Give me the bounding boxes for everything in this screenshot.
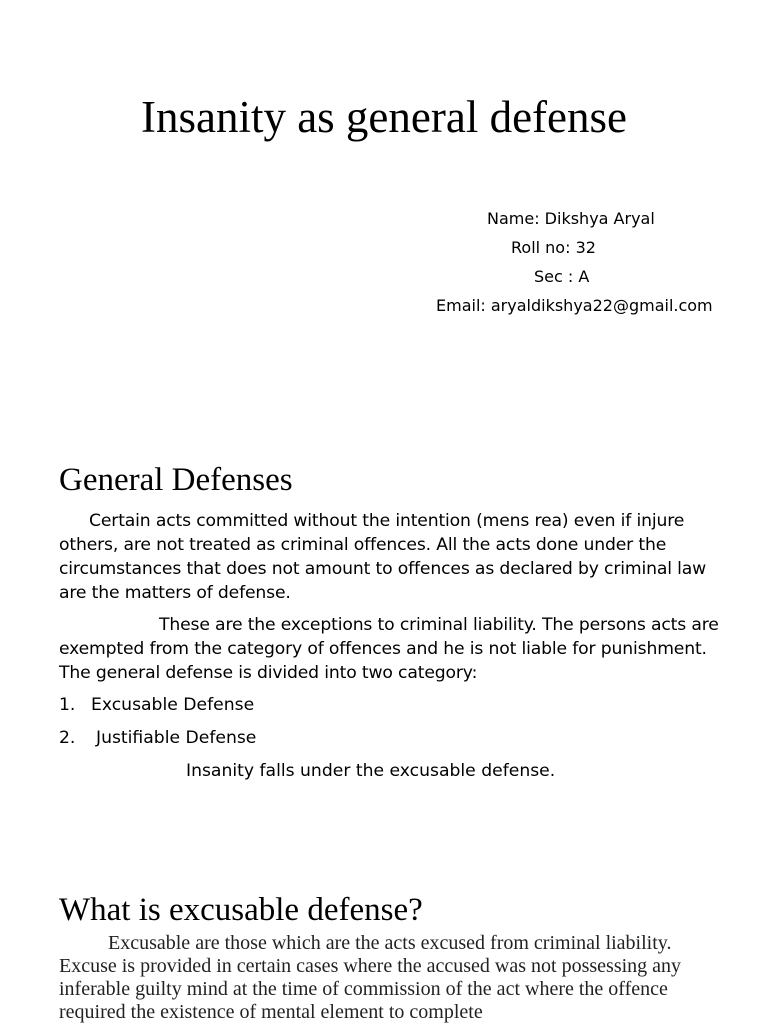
list-item-number: 1. xyxy=(59,695,76,715)
list-item xyxy=(59,726,256,750)
excusable-defense-heading: What is excusable defense? xyxy=(59,892,423,928)
list-item-label: Excusable Defense xyxy=(91,695,255,715)
list-item-label: Justifiable Defense xyxy=(96,728,257,748)
general-defenses-heading: General Defenses xyxy=(59,462,293,498)
author-section: Sec : A xyxy=(534,267,590,286)
defense-category-list-item-1 xyxy=(59,693,254,717)
list-item xyxy=(59,693,254,717)
general-defenses-paragraph-1: Certain acts committed without the intention (mens rea) even if injure others, are not treated as criminal offences. All the acts done under the circumstances that does not amount to offences as declared by criminal law are the matters of defense. xyxy=(59,511,707,603)
excusable-defense-paragraph: Excusable are those which are the acts excused from criminal liability. Excuse is provided in certain cases where the accused was not possessing any inferable guilty mind at the time of commission of the act where the offence required the existence of mental element to complete xyxy=(59,932,682,1023)
author-roll-number: Roll no: 32 xyxy=(511,238,596,257)
document-title: Insanity as general defense xyxy=(140,92,628,142)
author-email: Email: aryaldikshya22@gmail.com xyxy=(436,296,713,315)
defense-category-list-item-2 xyxy=(59,726,256,750)
list-item-number: 2. xyxy=(59,728,76,748)
author-name: Name: Dikshya Aryal xyxy=(487,209,655,228)
insanity-note: Insanity falls under the excusable defense. xyxy=(186,761,556,781)
general-defenses-paragraph-2: These are the exceptions to criminal liability. The persons acts are exempted from the category of offences and he is not liable for punishment. The general defense is divided into two category: xyxy=(59,615,719,683)
